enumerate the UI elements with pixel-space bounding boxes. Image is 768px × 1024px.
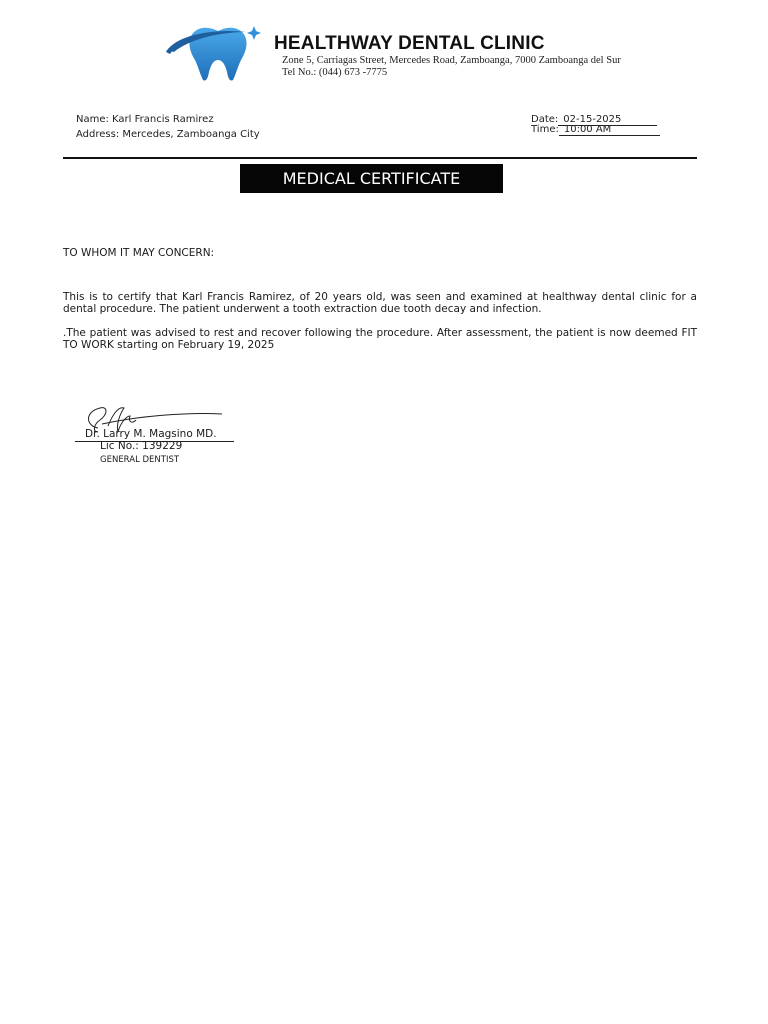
certificate-paragraph-1: This is to certify that Karl Francis Ramirez, of 20 years old, was seen and examined at healthway dental clinic for a dental procedure. The patient underwent a tooth extraction due tooth decay and infection. <box>63 291 697 315</box>
patient-address: Address: Mercedes, Zamboanga City <box>76 129 260 140</box>
header-divider <box>63 157 697 159</box>
patient-name: Name: Karl Francis Ramirez <box>76 114 214 125</box>
clinic-name: HEALTHWAY DENTAL CLINIC <box>274 33 545 54</box>
doctor-title: GENERAL DENTIST <box>100 455 180 465</box>
doctor-name: Dr. Larry M. Magsino MD. <box>85 428 217 440</box>
clinic-phone: Tel No.: (044) 673 -7775 <box>282 67 388 78</box>
time-value: 10:00 AM <box>559 125 660 136</box>
certificate-paragraph-2: .The patient was advised to rest and recover following the procedure. After assessment, the patient is now deemed FIT TO WORK starting on February 19, 2025 <box>63 327 697 351</box>
time-label: Time: <box>531 124 559 135</box>
clinic-logo <box>162 22 266 82</box>
salutation: TO WHOM IT MAY CONCERN: <box>63 247 215 259</box>
time-row <box>531 124 660 136</box>
date-value: 02-15-2025 <box>558 115 657 126</box>
certificate-title: MEDICAL CERTIFICATE <box>240 164 503 193</box>
clinic-address: Zone 5, Carriagas Street, Mercedes Road, Zamboanga, 7000 Zamboanga del Sur <box>282 55 621 66</box>
tooth-logo-icon <box>162 22 266 82</box>
date-label: Date: <box>531 114 559 125</box>
license-number: Lic No.: 139229 <box>100 440 183 452</box>
